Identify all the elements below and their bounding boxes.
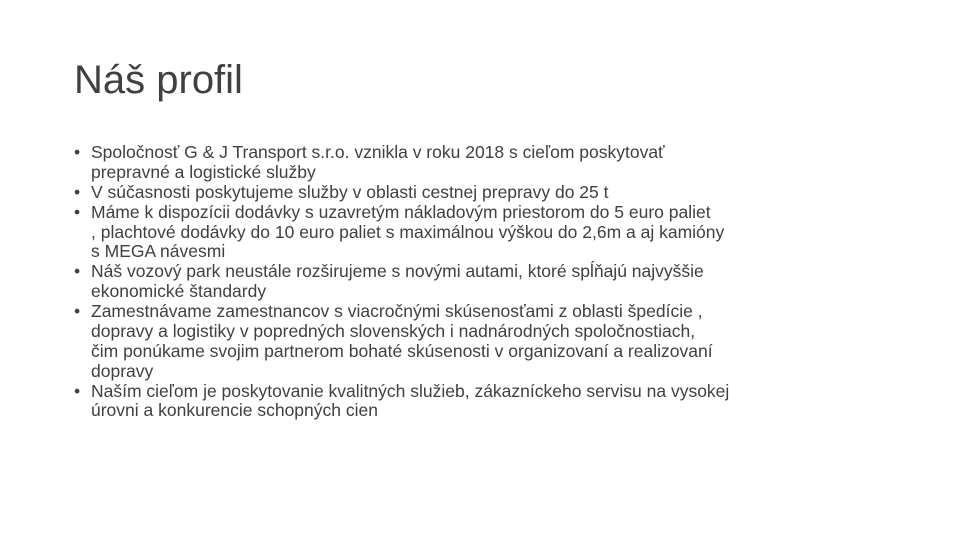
bullet-item (74, 183, 904, 203)
bullet-line: ekonomické štandardy (91, 281, 267, 302)
bullet-item (74, 382, 904, 422)
bullet-dot-icon: • (74, 380, 81, 401)
bullet-line: úrovni a konkurencie schopných cien (91, 400, 378, 421)
bullet-line: čim ponúkame svojim partnerom bohaté skúsenosti v organizovaní a realizovaní (91, 340, 713, 361)
bullet-list (74, 143, 904, 421)
bullet-dot-icon: • (74, 181, 81, 202)
bullet-line: dopravy a logistiky v popredných slovenských i nadnárodných spoločnostiach, (91, 320, 696, 341)
bullet-line: Zamestnávame zamestnancov s viacročnými skúsenosťami z oblasti špedície , (91, 301, 703, 322)
bullet-dot-icon: • (74, 142, 81, 162)
slide-title: Náš profil (74, 58, 243, 102)
bullet-line: Naším cieľom je poskytovanie kvalitných služieb, zákazníckeho servisu na vysokej (91, 380, 730, 401)
bullet-item (74, 262, 904, 302)
bullet-item (74, 302, 904, 381)
bullet-line: Náš vozový park neustále rozširujeme s novými autami, ktoré spĺňajú najvyššie (91, 261, 704, 282)
bullet-line: Máme k dispozícii dodávky s uzavretým nákladovým priestorom do 5 euro paliet (91, 201, 711, 222)
bullet-line: s MEGA návesmi (91, 241, 226, 262)
bullet-line: prepravné a logistické služby (91, 161, 316, 182)
bullet-item (74, 143, 904, 183)
bullet-item (74, 203, 904, 262)
bullet-dot-icon: • (74, 201, 81, 222)
bullet-dot-icon: • (74, 301, 81, 322)
bullet-line: dopravy (91, 360, 154, 381)
bullet-line: V súčasnosti poskytujeme služby v oblasti cestnej prepravy do 25 t (91, 181, 609, 202)
bullet-line: , plachtové dodávky do 10 euro paliet s maximálnou výškou do 2,6m a aj kamióny (91, 221, 725, 242)
bullet-line: Spoločnosť G & J Transport s.r.o. vznikla v roku 2018 s cieľom poskytovať (91, 142, 665, 162)
bullet-dot-icon: • (74, 261, 81, 282)
